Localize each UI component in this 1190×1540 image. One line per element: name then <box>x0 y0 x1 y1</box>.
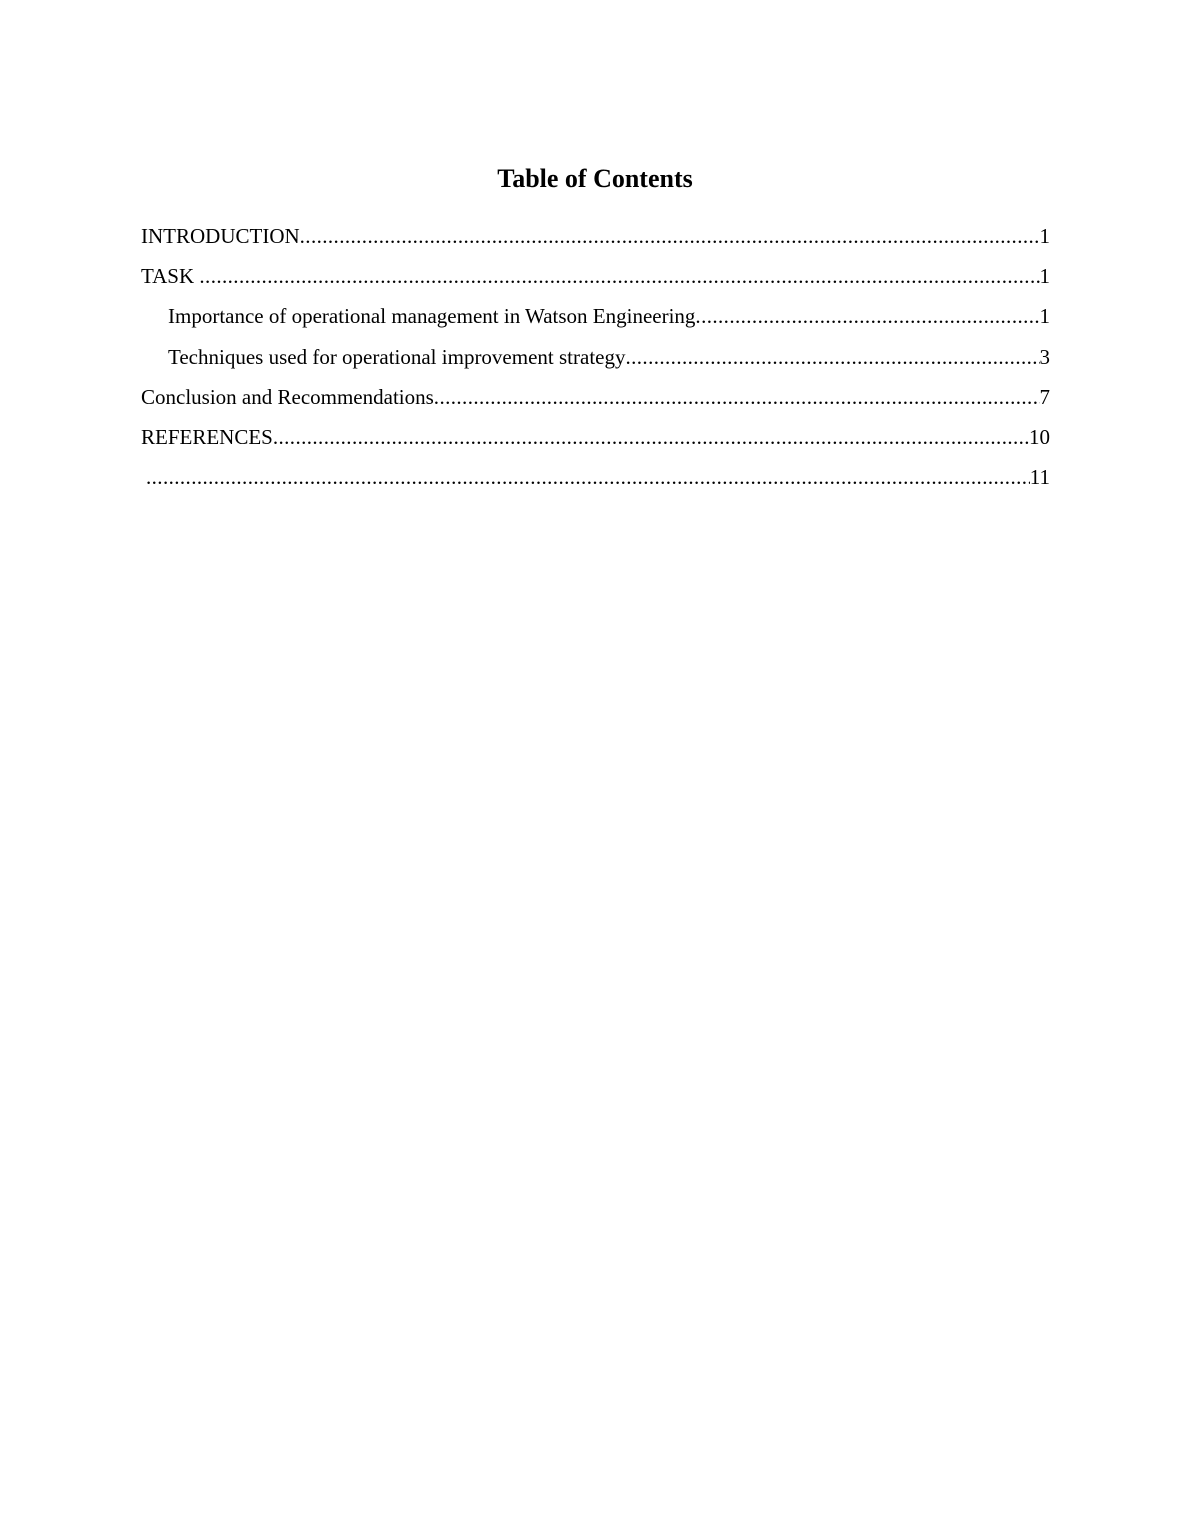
toc-entry-techniques-operational-improvement[interactable] <box>141 341 1050 381</box>
toc-entry-task[interactable] <box>141 260 1050 300</box>
toc-entry-importance-of-operational-management[interactable] <box>141 300 1050 340</box>
toc-entry-introduction[interactable] <box>141 220 1050 260</box>
toc-dot-leader <box>146 461 1030 493</box>
toc-entry-conclusion-and-recommendations[interactable] <box>141 381 1050 421</box>
toc-entry-unlabeled[interactable] <box>141 461 1050 501</box>
toc-list <box>141 220 1050 501</box>
toc-entry-label: REFERENCES <box>141 424 273 449</box>
toc-title: Table of Contents <box>497 164 693 193</box>
toc-entry-label: Importance of operational management in Watson Engineering <box>168 304 696 329</box>
toc-entry-page: 1 <box>1039 304 1050 329</box>
toc-dot-leader <box>434 381 1040 413</box>
toc-entry-page: 1 <box>1039 224 1050 248</box>
toc-entry-page: 10 <box>1029 424 1050 449</box>
toc-entry-page: 3 <box>1039 344 1050 369</box>
toc-entry-page: 7 <box>1039 384 1050 409</box>
toc-entry-page: 11 <box>1029 465 1050 490</box>
toc-entry-label: Conclusion and Recommendations <box>141 384 434 409</box>
toc-entry-label: INTRODUCTION <box>141 224 300 248</box>
toc-entry-label: Techniques used for operational improvement strategy <box>168 344 626 369</box>
toc-dot-leader <box>199 260 1039 292</box>
toc-entry-label: TASK <box>141 264 200 289</box>
toc-entry-page: 1 <box>1039 264 1050 289</box>
toc-dot-leader <box>300 220 1040 252</box>
toc-entry-references[interactable] <box>141 421 1050 461</box>
toc-dot-leader <box>695 300 1039 332</box>
toc-dot-leader <box>273 421 1029 453</box>
toc-dot-leader <box>625 341 1039 373</box>
